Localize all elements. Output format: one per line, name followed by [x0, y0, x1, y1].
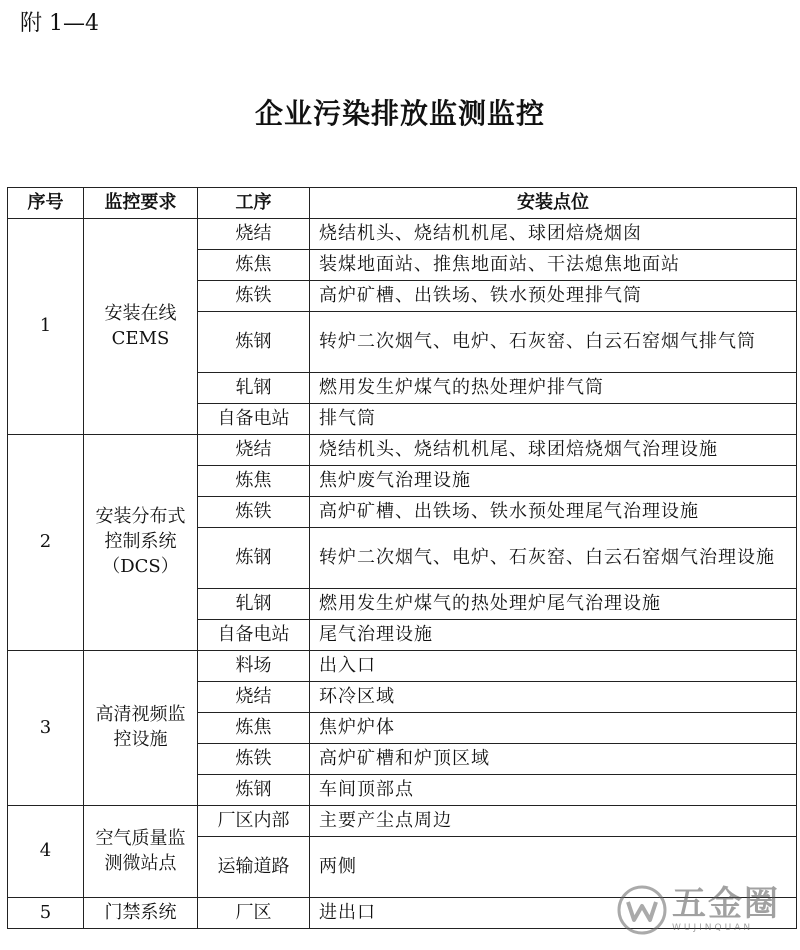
- page-title: 企业污染排放监测监控: [254, 97, 545, 130]
- cell-location: 装煤地面站、推焦地面站、干法熄焦地面站: [310, 250, 797, 281]
- cell-process: 炼钢: [198, 775, 310, 806]
- cell-requirement: 高清视频监控设施: [84, 651, 198, 806]
- cell-process: 自备电站: [198, 620, 310, 651]
- cell-location: 高炉矿槽、出铁场、铁水预处理排气筒: [310, 281, 797, 312]
- cell-location: 尾气治理设施: [310, 620, 797, 651]
- cell-location: 转炉二次烟气、电炉、石灰窑、白云石窑烟气治理设施: [310, 528, 797, 589]
- cell-process: 烧结: [198, 682, 310, 713]
- table-header-row: [8, 188, 797, 219]
- cell-no: 1: [8, 219, 84, 435]
- cell-process: 轧钢: [198, 589, 310, 620]
- watermark-subtext: WUJINQUAN: [672, 923, 754, 933]
- cell-location: 车间顶部点: [310, 775, 797, 806]
- cell-location: 转炉二次烟气、电炉、石灰窑、白云石窑烟气排气筒: [310, 312, 797, 373]
- cell-no: 4: [8, 806, 84, 898]
- cell-location: 出入口: [310, 651, 797, 682]
- header-process: 工序: [198, 188, 310, 219]
- cell-process: 轧钢: [198, 373, 310, 404]
- cell-location: 烧结机头、烧结机机尾、球团焙烧烟囱: [310, 219, 797, 250]
- cell-process: 厂区: [198, 898, 310, 929]
- cell-location: 焦炉废气治理设施: [310, 466, 797, 497]
- cell-process: 炼焦: [198, 713, 310, 744]
- cell-requirement: 安装在线CEMS: [84, 219, 198, 435]
- watermark-text: 五金圈: [672, 884, 780, 924]
- header-location: 安装点位: [310, 188, 797, 219]
- cell-location: 主要产尘点周边: [310, 806, 797, 837]
- cell-process: 烧结: [198, 435, 310, 466]
- cell-location: 进出口: [310, 898, 797, 929]
- header-no: 序号: [8, 188, 84, 219]
- cell-location: 两侧: [310, 837, 797, 898]
- cell-location: 环冷区域: [310, 682, 797, 713]
- cell-location: 燃用发生炉煤气的热处理炉排气筒: [310, 373, 797, 404]
- cell-no: 3: [8, 651, 84, 806]
- cell-no: 5: [8, 898, 84, 929]
- cell-process: 炼铁: [198, 744, 310, 775]
- cell-process: 厂区内部: [198, 806, 310, 837]
- cell-process: 炼铁: [198, 281, 310, 312]
- cell-location: 烧结机头、烧结机机尾、球团焙烧烟气治理设施: [310, 435, 797, 466]
- cell-requirement: 门禁系统: [84, 898, 198, 929]
- cell-process: 炼焦: [198, 250, 310, 281]
- cell-process: 运输道路: [198, 837, 310, 898]
- header-requirement: 监控要求: [84, 188, 198, 219]
- cell-process: 炼钢: [198, 312, 310, 373]
- cell-process: 自备电站: [198, 404, 310, 435]
- cell-location: 排气筒: [310, 404, 797, 435]
- cell-requirement: 安装分布式控制系统（DCS）: [84, 435, 198, 651]
- watermark-emblem-icon: [616, 884, 668, 936]
- watermark-logo: [616, 875, 796, 945]
- table-row: [8, 219, 797, 250]
- cell-process: 烧结: [198, 219, 310, 250]
- cell-process: 料场: [198, 651, 310, 682]
- cell-requirement: 空气质量监测微站点: [84, 806, 198, 898]
- cell-process: 炼铁: [198, 497, 310, 528]
- cell-process: 炼焦: [198, 466, 310, 497]
- table-row: [8, 806, 797, 837]
- annex-label: 附 1—4: [20, 11, 99, 36]
- table-row: [8, 651, 797, 682]
- table-row: [8, 435, 797, 466]
- cell-no: 2: [8, 435, 84, 651]
- cell-location: 燃用发生炉煤气的热处理炉尾气治理设施: [310, 589, 797, 620]
- cell-process: 炼钢: [198, 528, 310, 589]
- cell-location: 焦炉炉体: [310, 713, 797, 744]
- monitoring-table: [7, 187, 797, 929]
- cell-location: 高炉矿槽和炉顶区域: [310, 744, 797, 775]
- cell-location: 高炉矿槽、出铁场、铁水预处理尾气治理设施: [310, 497, 797, 528]
